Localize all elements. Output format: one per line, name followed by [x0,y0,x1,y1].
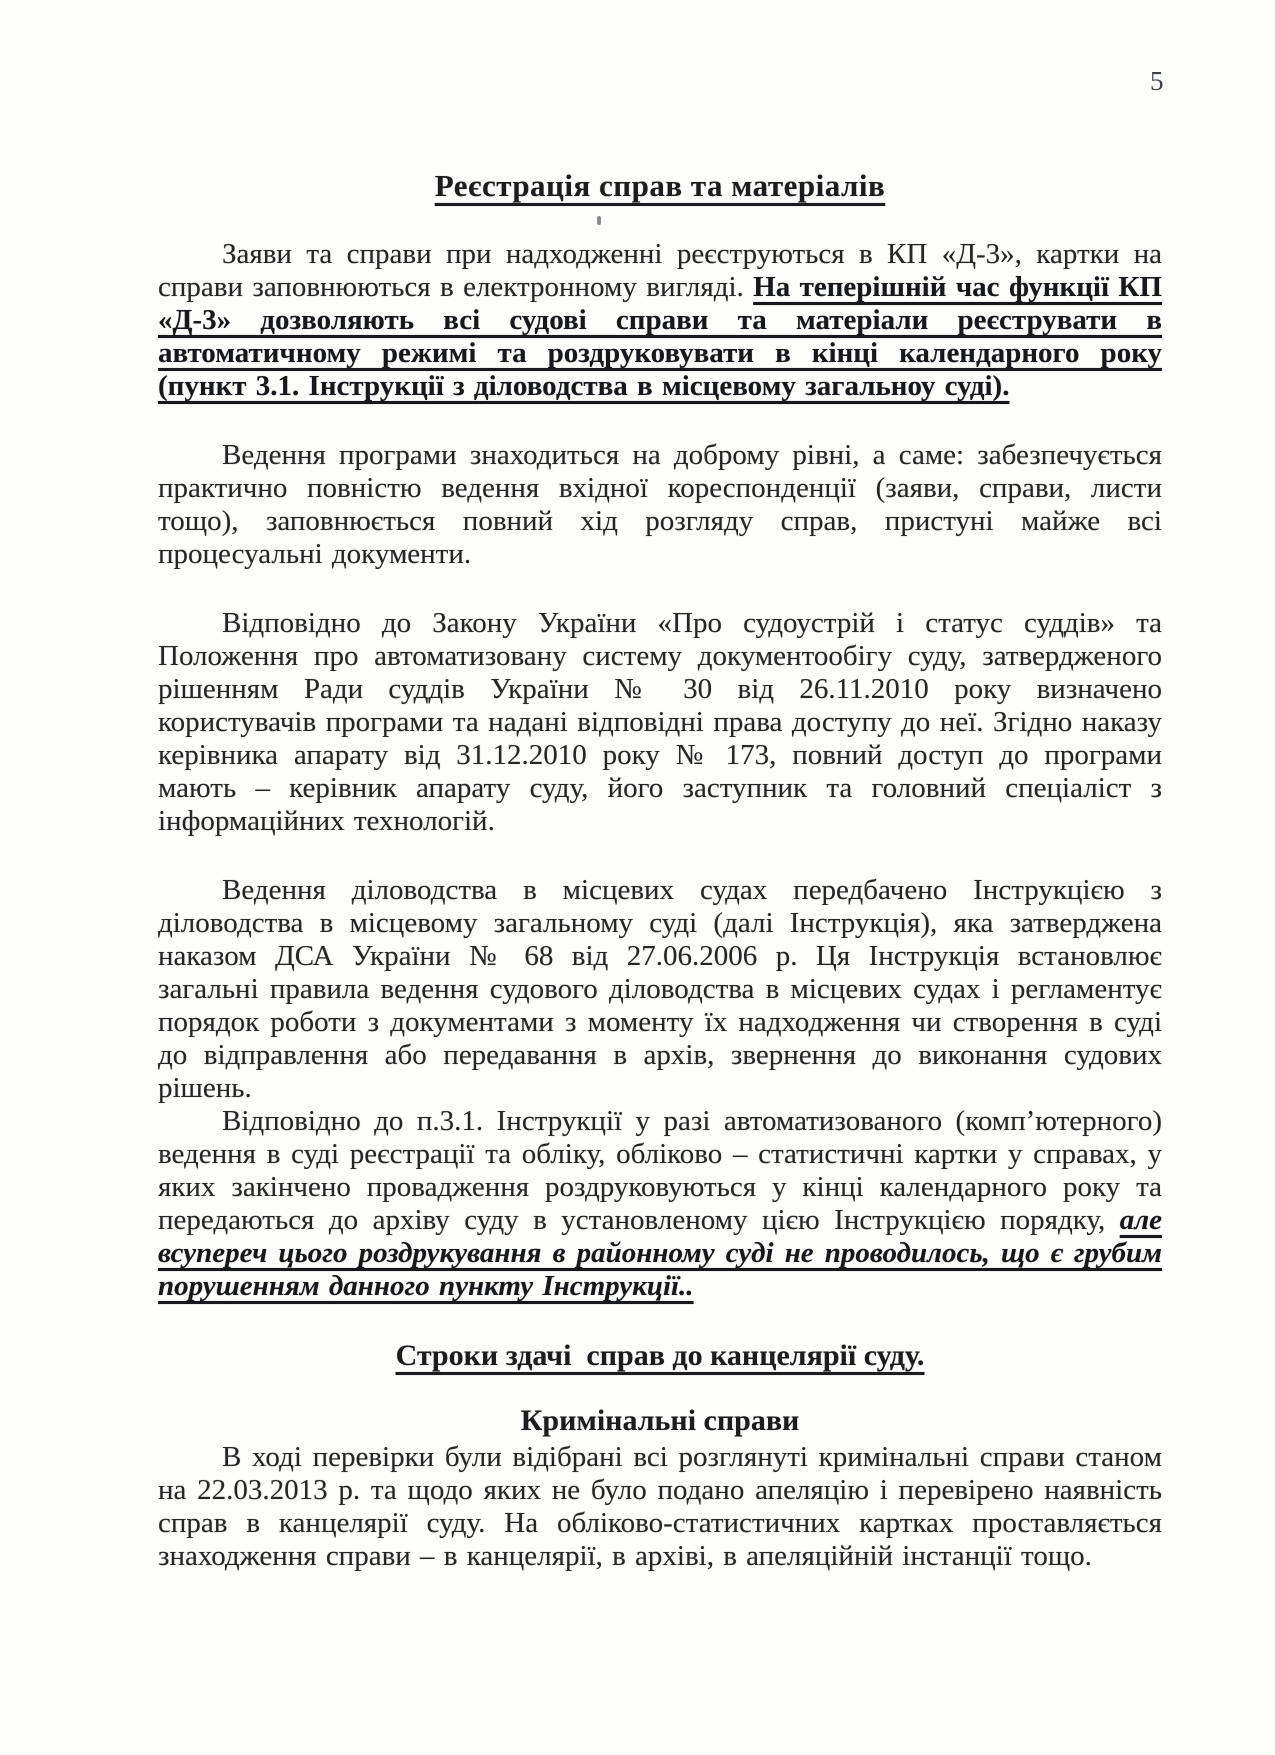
heading-criminal-cases: Кримінальні справи [520,1404,800,1437]
paragraph-point-3-1-normal-text: Відповідно до п.3.1. Інструкції у разі автоматизованого (комп’ютерного) ведення в суді реєстрації та обліку, обліково – статистичні картки у справах, у яких закінчено провадження роздруковуються у кінці календарного року та передаються до архіву суду в установленому цією Інструкцією порядку, [158,1105,1162,1236]
paragraph-instruction-rules: Ведення діловодства в місцевих судах передбачено Інструкцією з діловодства в місцевому загальному суді (далі Інструкція), яка затверджена наказом ДСА України № 68 від 27.06.2006 р. Ця Інструкція встановлює загальні правила ведення судового діловодства в місцевих судах і регламентує порядок роботи з документами з моменту їх надходження чи створення в суді до відправлення або передавання в архів, звернення до виконання судових рішень. [158,874,1162,1104]
paragraph-point-3-1-violation-text: але всупереч цього роздрукування в районному суді не проводилось, що є грубим порушенням данного пункту Інструкції.. [158,1204,1162,1302]
paragraph-registration [158,238,1162,403]
heading-case-submission-deadlines: Строки здачі справ до канцелярії суду. [395,1339,925,1372]
document-title: Реєстрація справ та матеріалів [434,168,886,203]
page-number: 5 [1150,66,1164,96]
paragraph-point-3-1 [158,1105,1162,1303]
paragraph-criminal-check: В ході перевірки були відібрані всі розглянуті кримінальні справи станом на 22.03.2013 р. та щодо яких не було подано апеляцію і перевірено наявність справ в канцелярії суду. На обліково-статистичних картках проставляється знаходження справи – в канцелярії, в архіві, в апеляційній інстанції тощо. [158,1441,1162,1572]
paragraph-registration-normal-text: Заяви та справи при надходженні реєструються в КП «Д-3», картки на справи заповнюються в електронному вигляді. [158,238,1162,303]
paragraph-program-maintenance: Ведення програми знаходиться на доброму рівні, а саме: забезпечується практично повністю ведення вхідної кореспонденції (заяви, справи, листи тощо), заповнюється повний хід розгляду справ, пристуні майже всі процесуальні документи. [158,439,1162,570]
paragraph-law-access: Відповідно до Закону України «Про судоустрій і статус суддів» та Положення про автоматизовану систему документообігу суду, затвердженого рішенням Ради суддів України № 30 від 26.11.2010 року визначено користувачів програми та надані відповідні права доступу до неї. Згідно наказу керівника апарату від 31.12.2010 року № 173, повний доступ до програми мають – керівник апарату суду, його заступник та головний спеціаліст з інформаційних технологій. [158,607,1162,837]
paragraph-registration-emphasis-text: На теперішній час функції КП «Д-3» дозволяють всі судові справи та матеріали реєструвати в автоматичному режимі та роздруковувати в кінці календарного року (пункт 3.1. Інструкції з діловодства в місцевому загальноу суді). [158,271,1163,402]
